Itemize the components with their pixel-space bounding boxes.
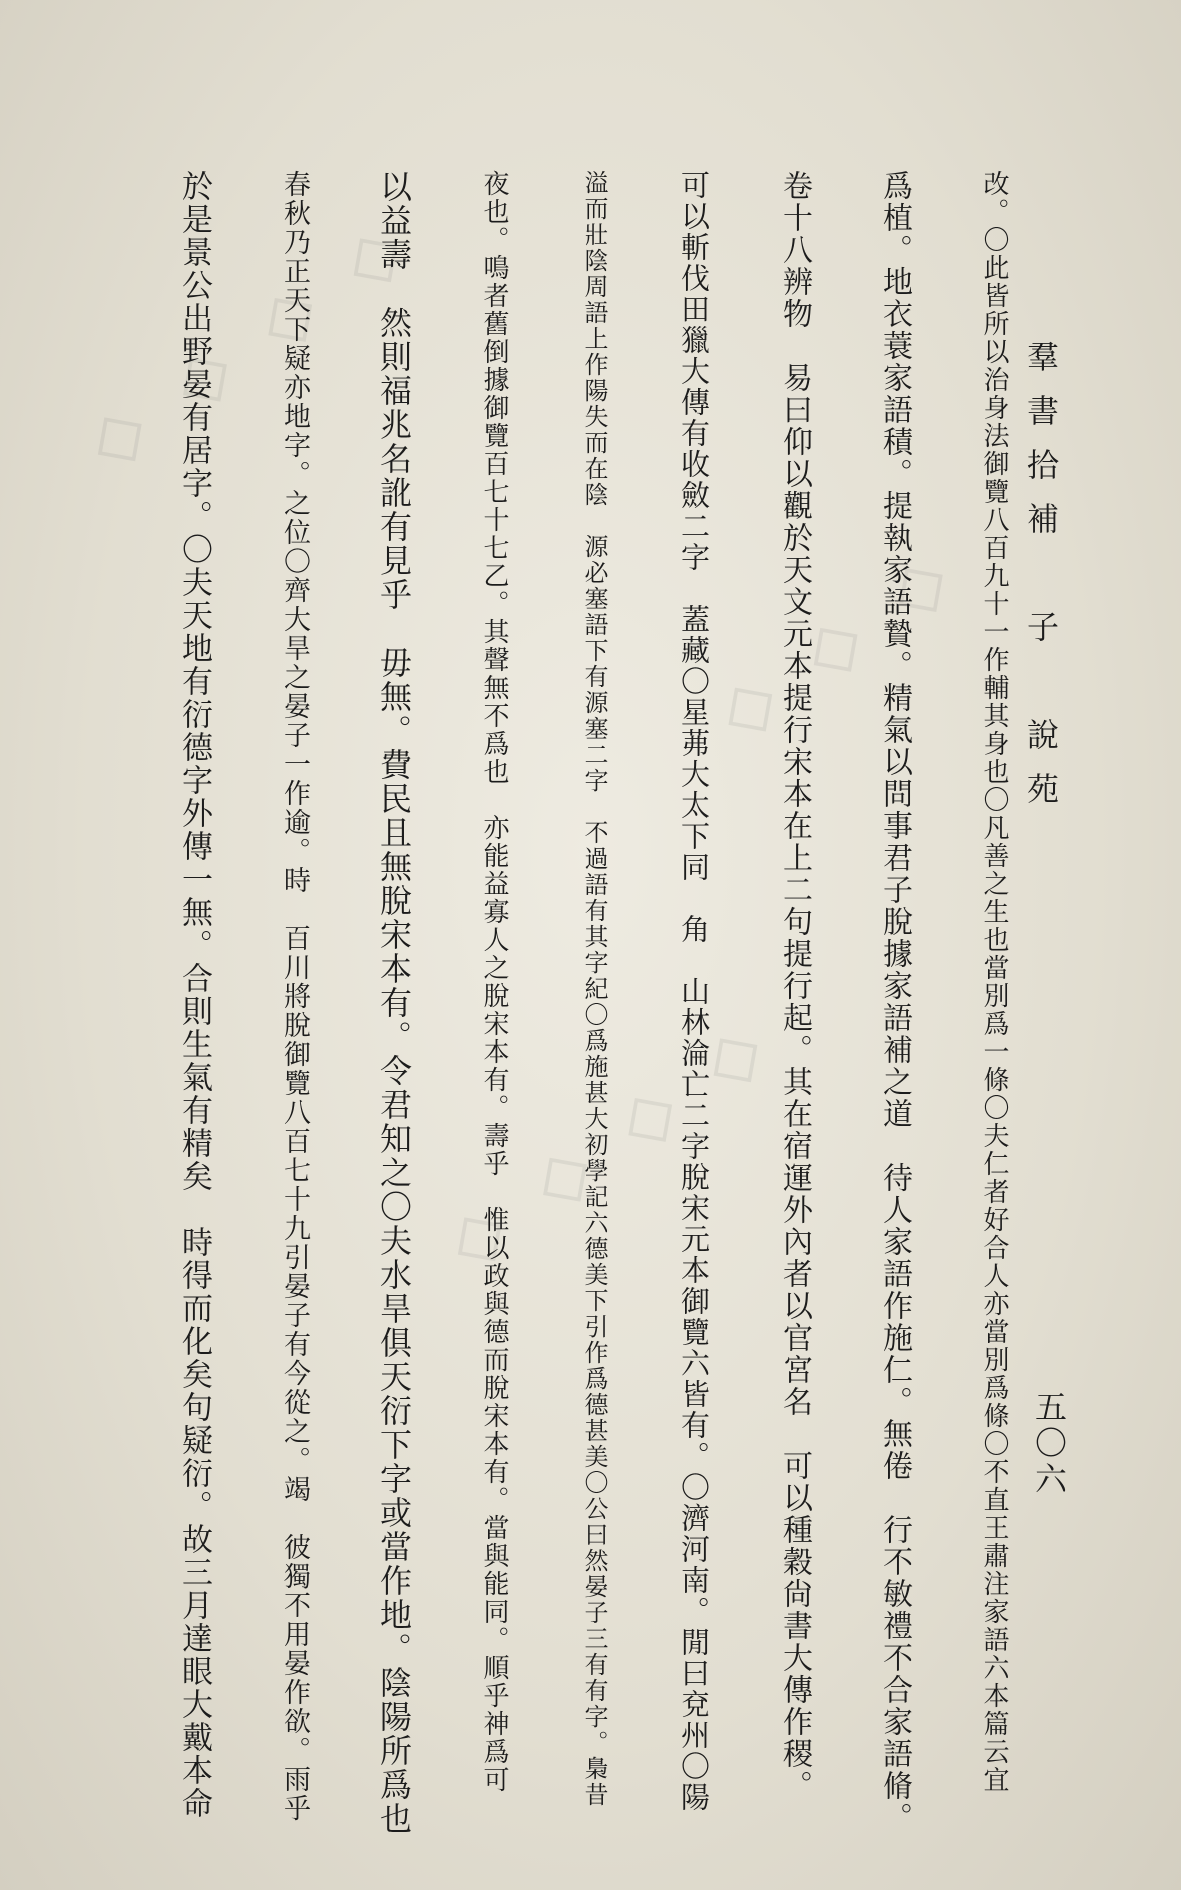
text-column: 以益壽 然則福兆名訛有見乎 毋無。費民且無脫宋本有。令君知之〇夫水旱俱天衍下字或當作地。陰陽所爲也	[375, 170, 413, 1836]
text-column: 改。〇此皆所以治身法御覽八百九十一作輔其身也〇凡善之生也當別爲一條〇夫仁者好合人亦當別爲條〇不直王肅注家語六本篇云宜	[979, 170, 1009, 1794]
watermark-mark: ◇ ◇ ◇ ◇	[430, 998, 790, 1284]
text-column: 可以斬伐田獵大傳有收斂二字 蓋藏〇星茀大太下同 角 山林淪亡二字脫宋元本御覽六皆有。〇濟河南。閒曰兗州〇陽	[677, 170, 711, 1813]
watermark-mark: ◇ ◇ ◇	[701, 528, 975, 754]
text-column: 溢而壯陰周語上作陽失而在陰 源必塞語下有源塞二字 不過語有其字紀〇爲施甚大初學記六德美下引作爲德甚美〇公曰然晏子三有有字。梟昔	[580, 170, 608, 1808]
text-column: 春秋乃正天下疑亦地字。之位〇齊大旱之晏子一作逾。時 百川將脫御覽八百七十九引晏子有今從之。竭 彼獨不用晏作欲。雨乎	[279, 170, 310, 1823]
text-column: 夜也。鳴者舊倒據御覽百七十七乙。其聲無不爲也 亦能益寡人之脫宋本有。壽乎 惟以政與德而脫宋本有。當與能同。順乎神爲可	[479, 170, 509, 1794]
running-header: 羣書拾補 子 說苑	[1022, 340, 1060, 826]
page-number: 五〇六	[1030, 1390, 1068, 1498]
watermark-mark: ◇ ◇ ◇ ◇	[70, 198, 430, 484]
text-column: 爲植。地衣蓑家語積。提執家語贄。精氣以問事君子脫據家語補之道 待人家語作施仁。無倦 行不敏禮不合家語脩。	[877, 170, 912, 1834]
text-column: 卷十八辨物 易曰仰以觀於天文元本提行宋本在上二句提行起。其在宿運外內者以官宮名 可以種穀尙書大傳作稷。	[777, 170, 812, 1802]
text-column: 於是景公出野晏有居字。〇夫天地有衍德字外傳一無。合則生氣有精矣 時得而化矣句疑衍。故三月達眼大戴本命	[176, 170, 212, 1820]
